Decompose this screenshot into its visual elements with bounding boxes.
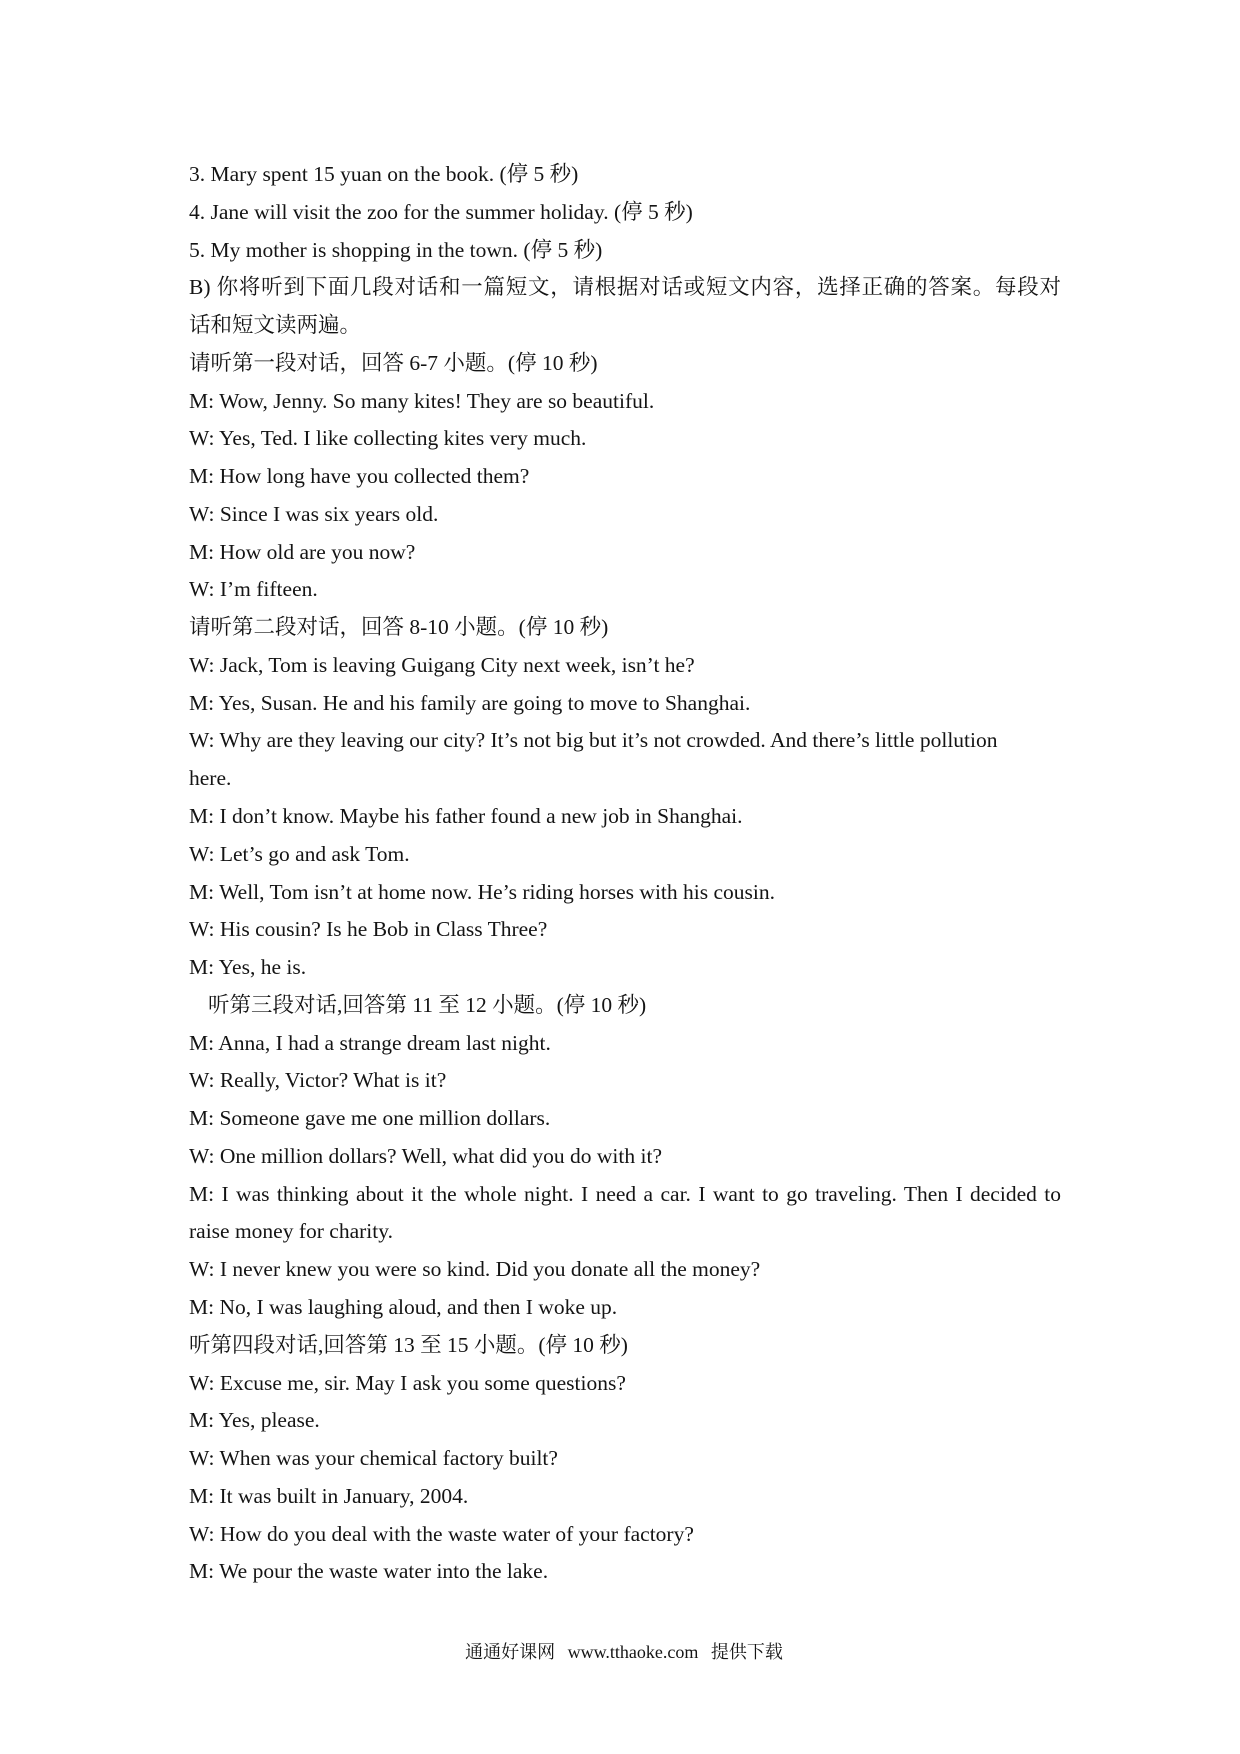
dialogue-line: W: Really, Victor? What is it? <box>189 1068 447 1093</box>
dialogue-line: W: I’m fifteen. <box>189 577 318 602</box>
dialogue-line: W: How do you deal with the waste water of your factory? <box>189 1521 694 1546</box>
dialogue-line: M: We pour the waste water into the lake. <box>189 1559 549 1584</box>
dialogue-heading-4: 听第四段对话,回答第 13 至 15 小题。(停 10 秒) <box>189 1332 628 1357</box>
dialogue-line: M: Someone gave me one million dollars. <box>189 1106 551 1131</box>
section-b-instruction-continued: 话和短文读两遍。 <box>189 313 362 338</box>
dialogue-line-continued: raise money for charity. <box>189 1219 393 1244</box>
dialogue-line: W: I never knew you were so kind. Did you donate all the money? <box>189 1257 761 1282</box>
listening-script-body <box>189 156 1061 1591</box>
dialogue-line: W: Why are they leaving our city? It’s not big but it’s not crowded. And there’s little pollution <box>189 728 998 753</box>
dialogue-line: M: I don’t know. Maybe his father found a new job in Shanghai. <box>189 804 743 829</box>
dialogue-line: W: One million dollars? Well, what did you do with it? <box>189 1143 662 1168</box>
dialogue-line: M: No, I was laughing aloud, and then I woke up. <box>189 1294 618 1319</box>
dialogue-line: M: Anna, I had a strange dream last night. <box>189 1030 551 1055</box>
dialogue-line: M: It was built in January, 2004. <box>189 1483 469 1508</box>
dialogue-line: M: Yes, Susan. He and his family are going to move to Shanghai. <box>189 690 751 715</box>
dialogue-line: W: His cousin? Is he Bob in Class Three? <box>189 917 548 942</box>
dialogue-line: M: How old are you now? <box>189 539 416 564</box>
dialogue-line: M: Yes, he is. <box>189 955 307 980</box>
dialogue-line: M: I was thinking about it the whole night. I need a car. I want to go traveling. Then I decided to <box>189 1181 1061 1206</box>
dialogue-line: M: Wow, Jenny. So many kites! They are so beautiful. <box>189 388 655 413</box>
dialogue-line: M: Well, Tom isn’t at home now. He’s riding horses with his cousin. <box>189 879 776 904</box>
section-b-instruction: B) 你将听到下面几段对话和一篇短文，请根据对话或短文内容，选择正确的答案。每段对 <box>189 275 1061 300</box>
dialogue-line: W: Excuse me, sir. May I ask you some questions? <box>189 1370 626 1395</box>
listening-item: 4. Jane will visit the zoo for the summer holiday. (停 5 秒) <box>189 199 693 224</box>
listening-item: 5. My mother is shopping in the town. (停 5 秒) <box>189 237 603 262</box>
dialogue-line: M: Yes, please. <box>189 1408 320 1433</box>
dialogue-heading-3: 听第三段对话,回答第 11 至 12 小题。(停 10 秒) <box>208 992 647 1017</box>
dialogue-line-continued: here. <box>189 766 232 791</box>
dialogue-heading-1: 请听第一段对话，回答 6-7 小题。(停 10 秒) <box>189 350 598 375</box>
dialogue-line: M: How long have you collected them? <box>189 464 530 489</box>
dialogue-heading-2: 请听第二段对话，回答 8-10 小题。(停 10 秒) <box>189 615 609 640</box>
dialogue-line: W: Since I was six years old. <box>189 501 439 526</box>
dialogue-line: W: Jack, Tom is leaving Guigang City next week, isn’t he? <box>189 652 695 677</box>
page-footer: 通通好课网 www.tthaoke.com 提供下载 <box>465 1642 783 1662</box>
dialogue-line: W: Let’s go and ask Tom. <box>189 841 410 866</box>
listening-item: 3. Mary spent 15 yuan on the book. (停 5 秒) <box>189 162 579 186</box>
dialogue-line: W: When was your chemical factory built? <box>189 1446 558 1471</box>
dialogue-line: W: Yes, Ted. I like collecting kites very much. <box>189 426 587 451</box>
